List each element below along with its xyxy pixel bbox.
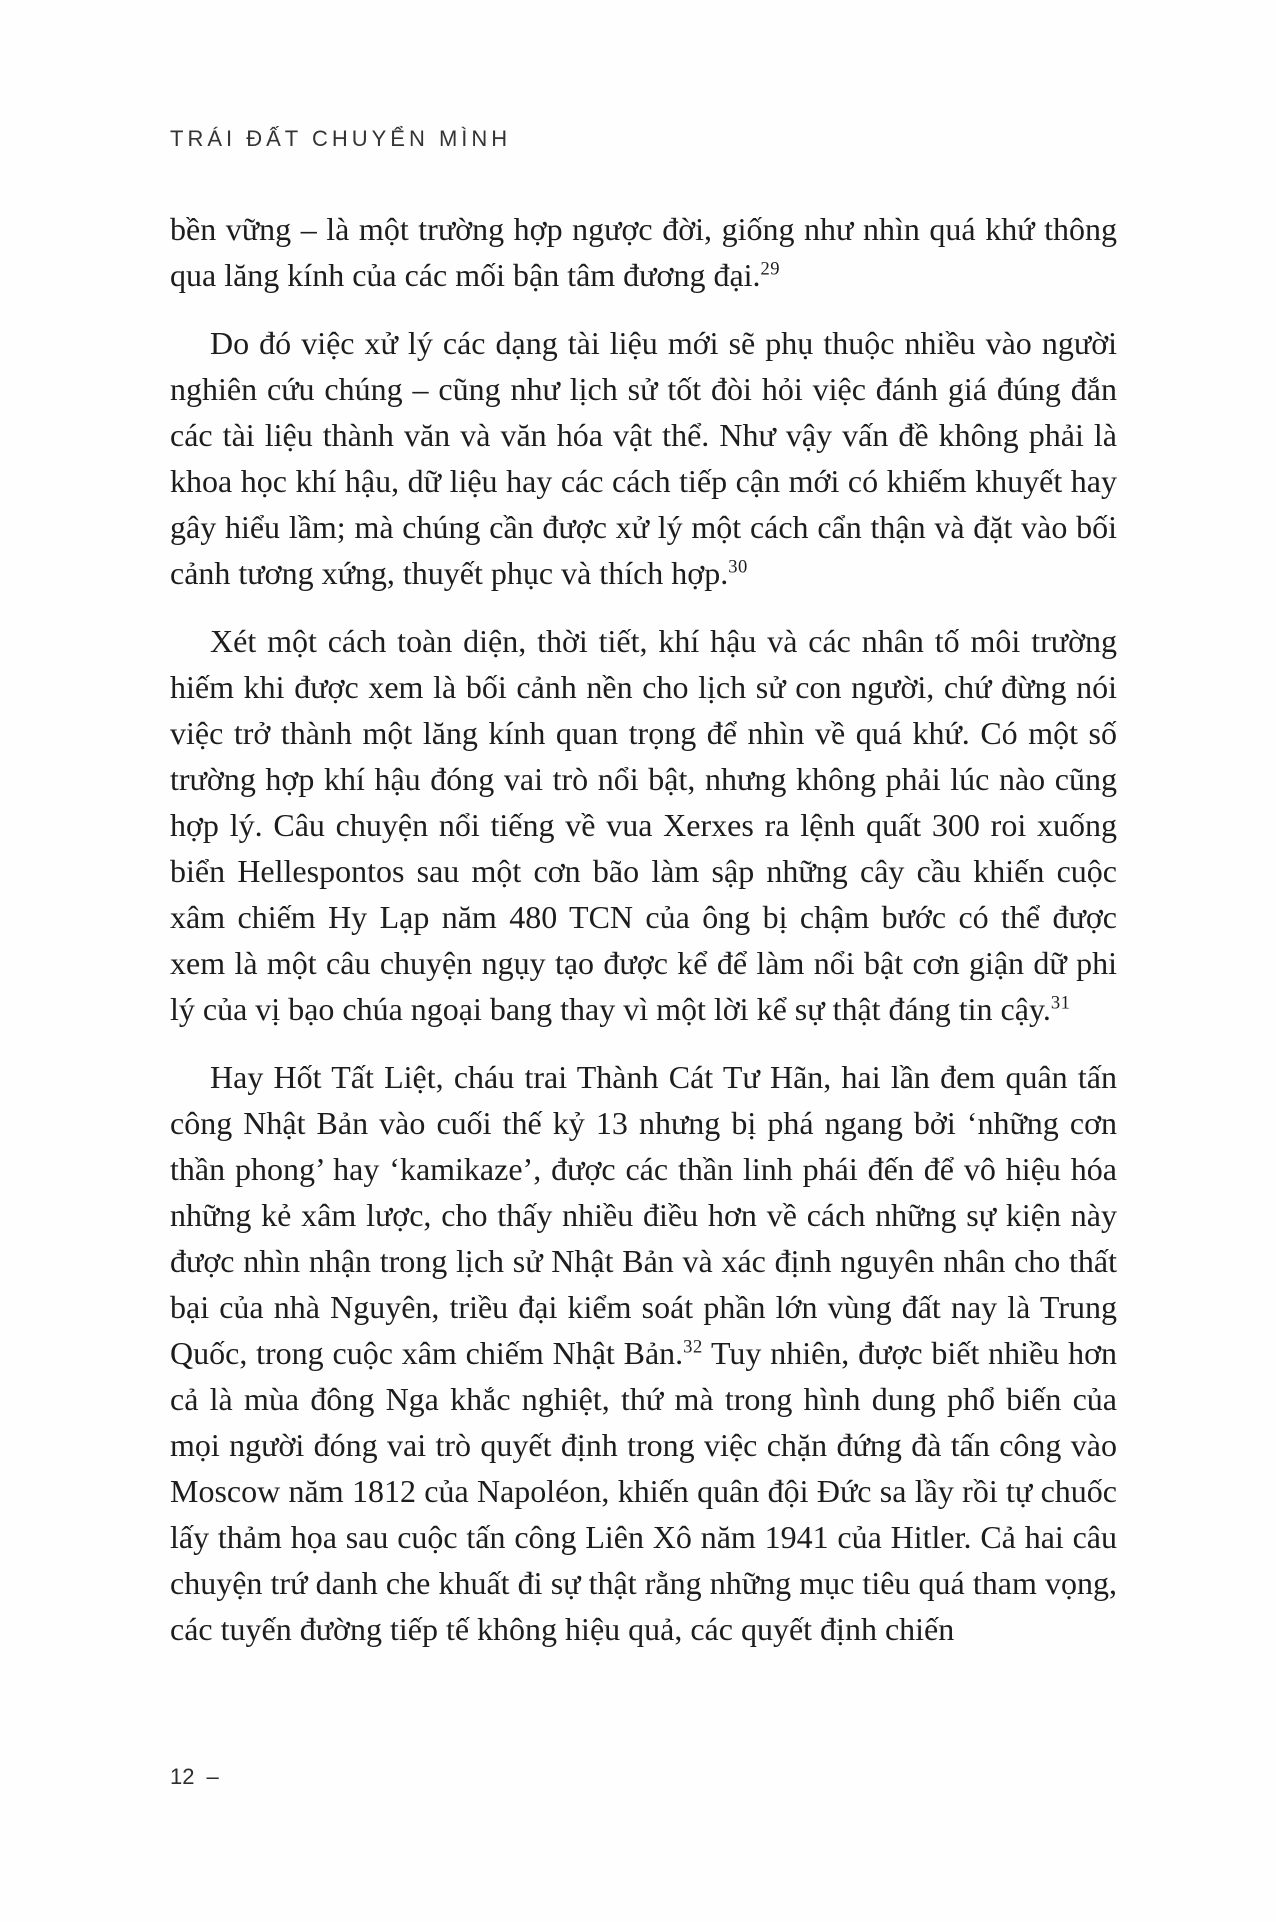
paragraph-2: Do đó việc xử lý các dạng tài liệu mới sẽ phụ thuộc nhiều vào người nghiên cứu chúng – cũng như lịch sử tốt đòi hỏi việc đánh giá đúng đắn các tài liệu thành văn và văn hóa vật thể. Như vậy vấn đề không phải là khoa học khí hậu, dữ liệu hay các cách tiếp cận mới có khiếm khuyết hay gây hiểu lầm; mà chúng cần được xử lý một cách cẩn thận và đặt vào bối cảnh tương xứng, thuyết phục và thích hợp.$^{30}$ — [170, 325, 1117, 591]
footnote-reference-30: 30 — [728, 556, 748, 578]
running-header-title: TRÁI ĐẤT CHUYỂN MÌNH — [170, 126, 512, 151]
paragraph-1: bền vững – là một trường hợp ngược đời, giống như nhìn quá khứ thông qua lăng kính của các mối bận tâm đương đại.$^{29}$ — [170, 211, 1117, 293]
paragraph-3: Xét một cách toàn diện, thời tiết, khí hậu và các nhân tố môi trường hiếm khi được xem là bối cảnh nền cho lịch sử con người, chứ đừng nói việc trở thành một lăng kính quan trọng để nhìn về quá khứ. Có một số trường hợp khí hậu đóng vai trò nổi bật, nhưng không phải lúc nào cũng hợp lý. Câu chuyện nổi tiếng về vua Xerxes ra lệnh quất 300 roi xuống biển Hellespontos sau một cơn bão làm sập những cây cầu khiến cuộc xâm chiếm Hy Lạp năm 480 TCN của ông bị chậm bước có thể được xem là một câu chuyện ngụy tạo được kể để làm nổi bật cơn giận dữ phi lý của vị bạo chúa ngoại bang thay vì một lời kể sự thật đáng tin cậy.$^{31}$ — [170, 623, 1117, 1027]
running-header — [170, 126, 511, 152]
page-number: 12 — [170, 1764, 195, 1789]
footnote-reference-32: 32 — [683, 1336, 703, 1358]
page-footer — [170, 1764, 219, 1790]
footnote-reference-29: 29 — [760, 258, 781, 280]
paragraph-4: Hay Hốt Tất Liệt, cháu trai Thành Cát Tư Hãn, hai lần đem quân tấn công Nhật Bản vào cuối thế kỷ 13 nhưng bị phá ngang bởi ‘những cơn thần phong’ hay ‘kamikaze’, được các thần linh phái đến để vô hiệu hóa những kẻ xâm lược, cho thấy nhiều điều hơn về cách những sự kiện này được nhìn nhận trong lịch sử Nhật Bản và xác định nguyên nhân cho thất bại của nhà Nguyên, triều đại kiểm soát phần lớn vùng đất nay là Trung Quốc, trong cuộc xâm chiếm Nhật Bản.$^{32}$ Tuy nhiên, được biết nhiều hơn cả là mùa đông Nga khắc nghiệt, thứ mà trong hình dung phổ biến của mọi người đóng vai trò quyết định trong việc chặn đứng đà tấn công vào Moscow năm 1812 của Napoléon, khiến quân đội Đức sa lầy rồi tự chuốc lấy thảm họa sau cuộc tấn công Liên Xô năm 1941 của Hitler. Cả hai câu chuyện trứ danh che khuất đi sự thật rằng những mục tiêu quá tham vọng, các tuyến đường tiếp tế không hiệu quả, các quyết định chiến — [170, 1059, 1117, 1647]
body-text — [170, 206, 1117, 1652]
page-number-dash: – — [206, 1764, 219, 1789]
footnote-reference-31: 31 — [1050, 992, 1071, 1014]
